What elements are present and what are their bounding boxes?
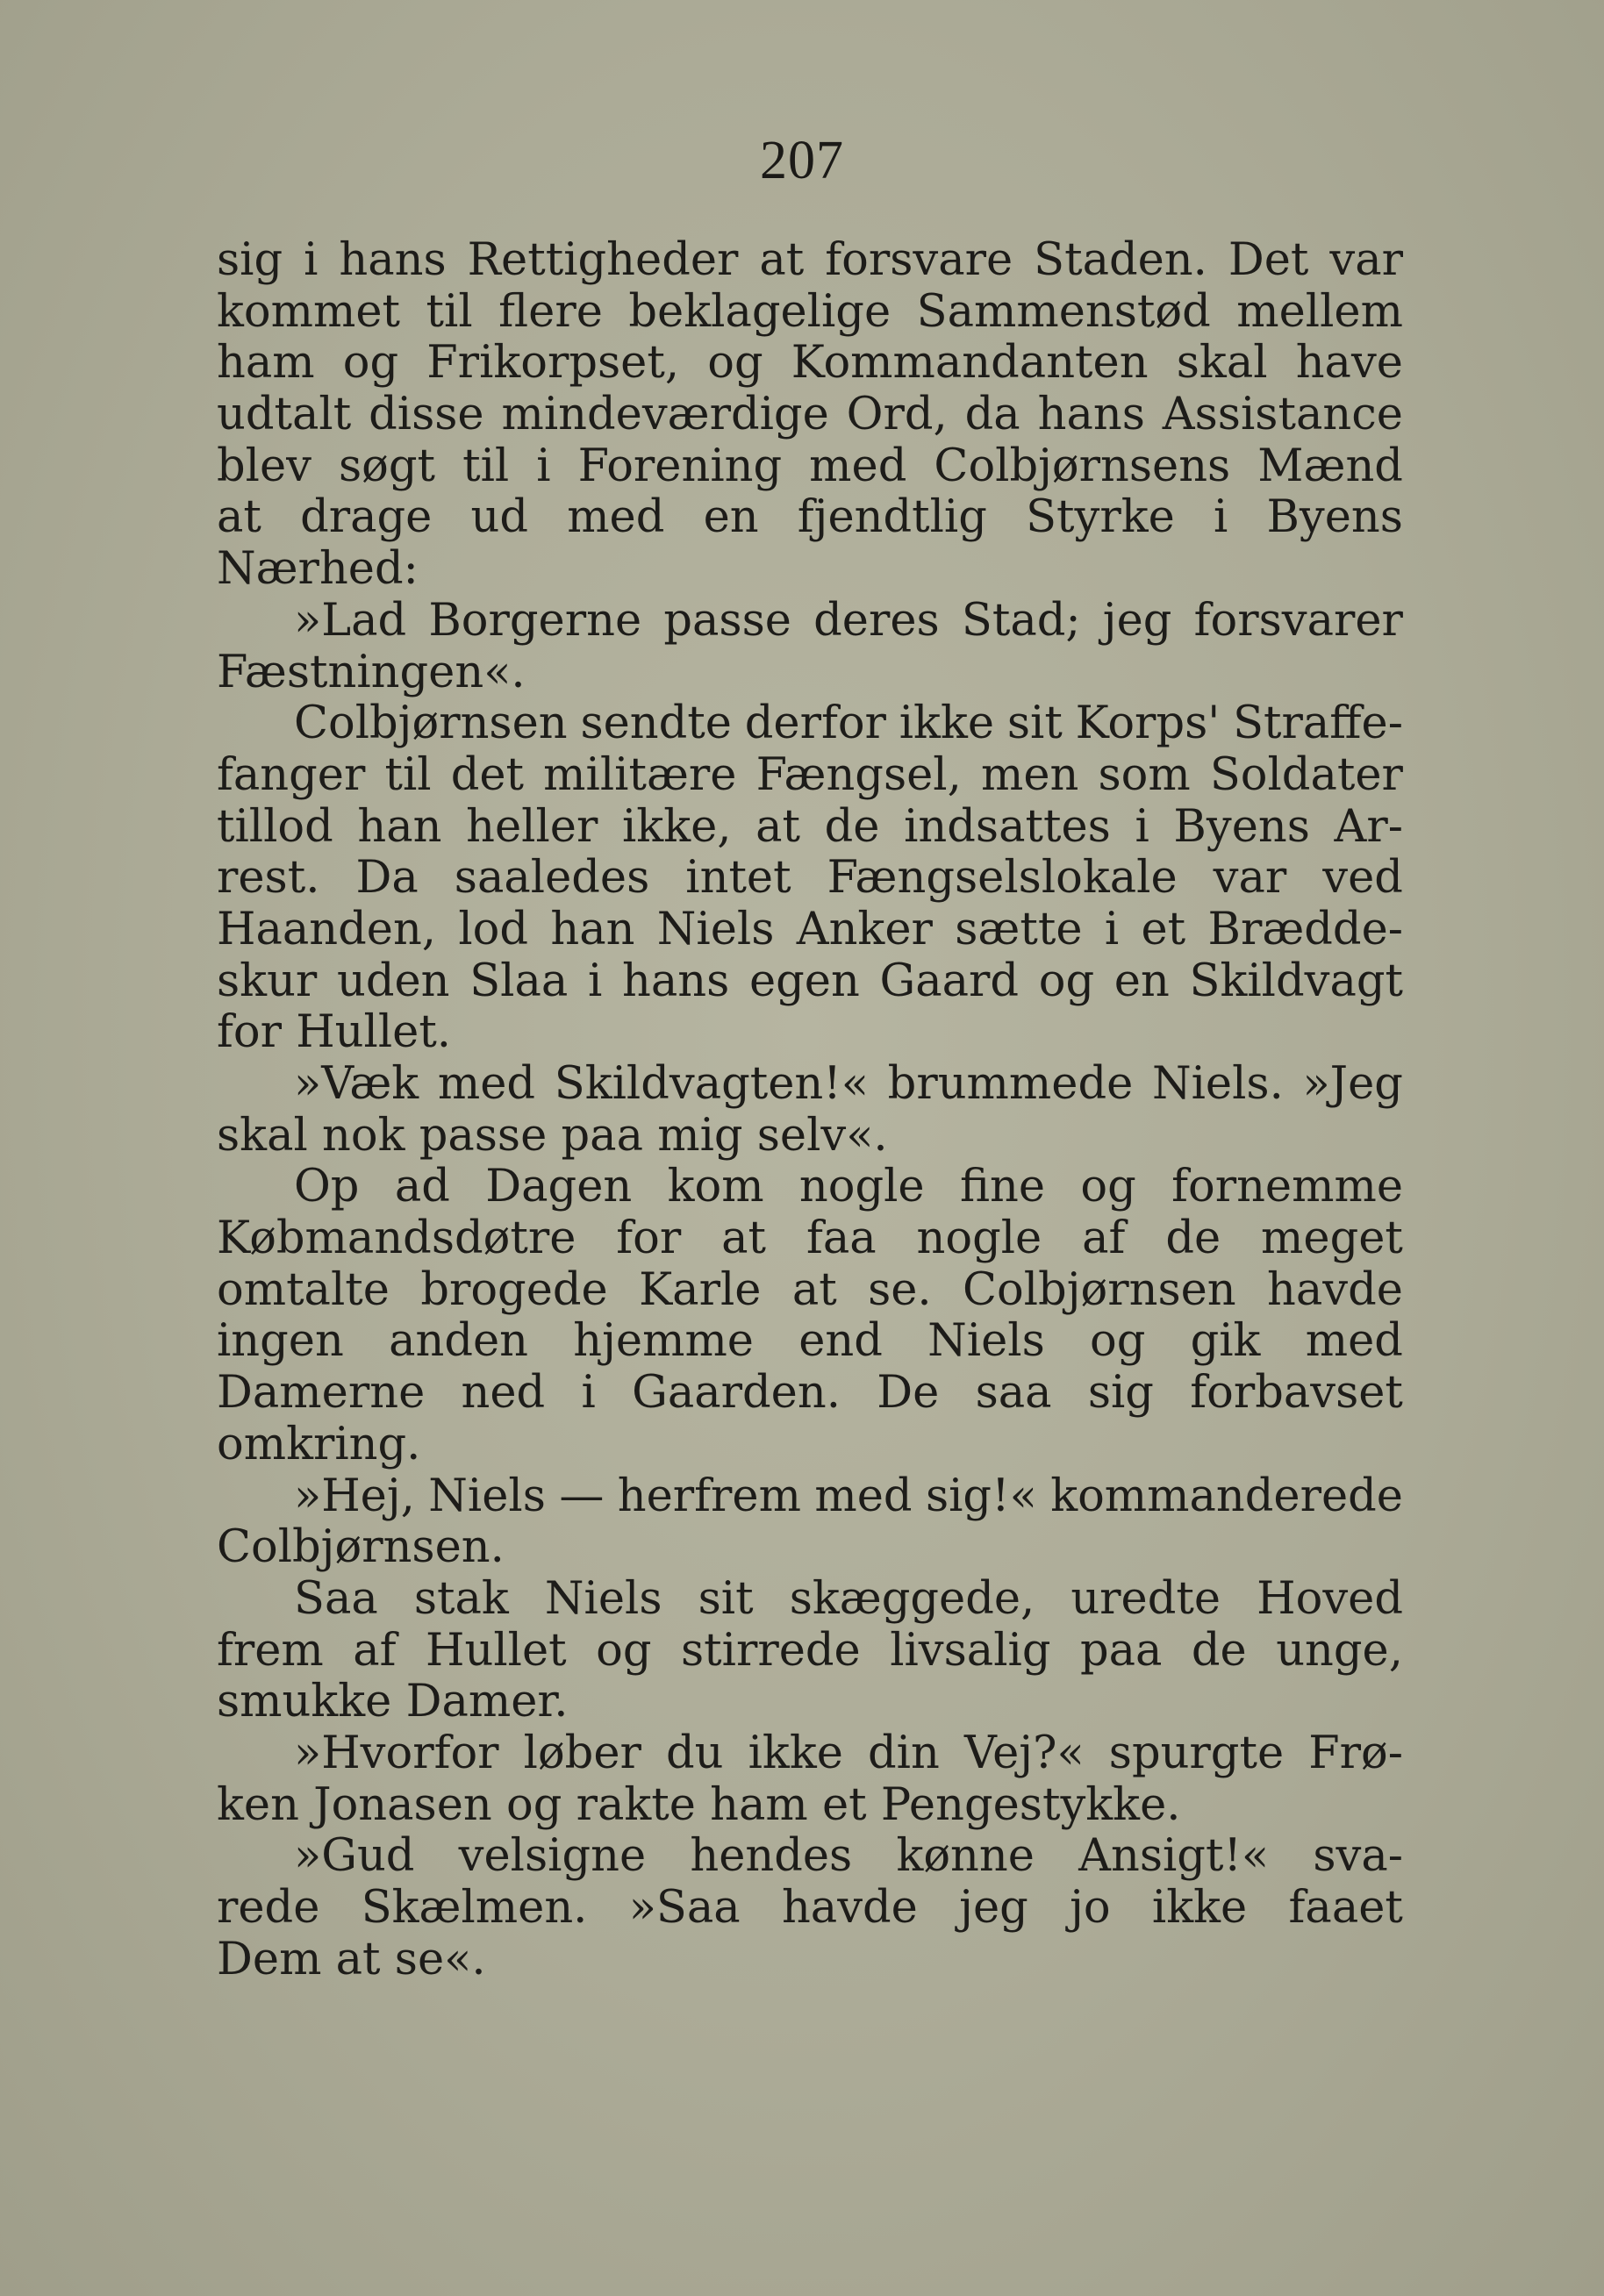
word: for	[217, 1006, 282, 1059]
word: at	[755, 800, 801, 853]
word: Hullet.	[296, 1006, 452, 1059]
word: mig	[657, 1109, 743, 1162]
word: og	[342, 337, 399, 390]
word: passe	[419, 1109, 548, 1162]
word: du	[666, 1727, 724, 1779]
word: ken	[217, 1778, 299, 1831]
word: »Gud	[294, 1830, 415, 1883]
word: ham	[217, 337, 315, 390]
word: de	[824, 800, 880, 853]
word: sva-	[1313, 1830, 1403, 1883]
word: Niels	[927, 1315, 1045, 1368]
word: Colbjørnsen	[294, 697, 568, 750]
text-line	[217, 235, 1403, 287]
word: til	[462, 440, 510, 492]
word: fanger	[217, 748, 366, 801]
word: Korps'	[1075, 697, 1221, 750]
word: heller	[466, 800, 598, 853]
word: løber	[523, 1727, 641, 1779]
word: faaet	[1288, 1882, 1403, 1934]
word: stirrede	[680, 1624, 861, 1677]
word: Kommandanten	[791, 337, 1149, 390]
word: i	[304, 234, 319, 286]
word: Hullet	[426, 1624, 567, 1677]
word: have	[1295, 337, 1403, 390]
text-line	[217, 441, 1403, 493]
word: forbavset	[1190, 1367, 1403, 1420]
word: Slaa	[469, 955, 569, 1007]
text-line	[217, 544, 1403, 596]
word: et	[1141, 903, 1186, 955]
word: Fæstningen«.	[217, 646, 526, 698]
word: Haanden,	[217, 903, 437, 955]
word: Skælmen.	[361, 1882, 588, 1934]
word: Da	[355, 852, 419, 905]
word: rest.	[217, 852, 320, 905]
word: sit	[1006, 697, 1063, 750]
word: et	[822, 1778, 867, 1831]
word: hans	[1037, 389, 1145, 441]
word: Købmandsdøtre	[217, 1212, 576, 1265]
word: af	[353, 1624, 397, 1677]
word: Frikorpset,	[426, 337, 680, 390]
word: mindeværdige	[501, 389, 829, 441]
word: Styrke	[1026, 491, 1175, 544]
word: skur	[217, 955, 318, 1007]
text-line	[217, 287, 1403, 339]
text-line	[217, 1368, 1403, 1420]
word: faa	[806, 1212, 877, 1265]
word: hans	[621, 955, 730, 1007]
word: og	[1038, 955, 1095, 1007]
word: »Væk	[294, 1058, 419, 1110]
text-line	[217, 1935, 1403, 1986]
word: paa	[1079, 1624, 1163, 1677]
word: sig!«	[925, 1470, 1037, 1522]
word: nogle	[798, 1161, 925, 1213]
text-line	[217, 596, 1403, 647]
word: det	[450, 748, 525, 801]
word: egen	[748, 955, 860, 1007]
word: med	[814, 1470, 913, 1522]
word: Soldater	[1209, 748, 1403, 801]
word: ikke	[899, 697, 995, 750]
word: og	[596, 1624, 652, 1677]
word: Gaard	[879, 955, 1020, 1007]
text-line	[217, 1111, 1403, 1162]
word: uredte	[1071, 1572, 1221, 1625]
word: flere	[498, 285, 603, 338]
word: Sammenstød	[916, 285, 1211, 338]
word: de	[1191, 1624, 1247, 1677]
word: Saa	[294, 1572, 378, 1625]
word: søgt	[339, 440, 436, 492]
word: —	[559, 1470, 605, 1522]
word: ham	[710, 1778, 808, 1831]
word: Ansigt!«	[1078, 1830, 1270, 1883]
word: sendte	[580, 697, 732, 750]
word: en	[703, 491, 759, 544]
word: Rettigheder	[467, 234, 739, 286]
text-line	[217, 750, 1403, 802]
word: Assistance	[1162, 389, 1403, 441]
word: da	[964, 389, 1020, 441]
word: ikke	[748, 1727, 843, 1779]
word: Forening	[577, 440, 783, 492]
text-line	[217, 1728, 1403, 1780]
word: beklagelige	[628, 285, 892, 338]
word: hendes	[690, 1830, 853, 1883]
word: deres	[813, 594, 940, 647]
word: med	[437, 1058, 536, 1110]
word: Colbjørnsen.	[217, 1521, 505, 1574]
word: nogle	[916, 1212, 1042, 1265]
word: kønne	[896, 1830, 1035, 1883]
word: kommanderede	[1050, 1470, 1403, 1522]
word: Niels	[428, 1470, 546, 1522]
word: indsattes	[904, 800, 1111, 853]
word: Jonasen	[313, 1778, 492, 1831]
text-line	[217, 956, 1403, 1008]
word: anden	[389, 1315, 529, 1368]
text-line	[217, 1316, 1403, 1368]
word: fine	[959, 1161, 1046, 1213]
word: forsvare	[825, 234, 1013, 286]
word: rede	[217, 1882, 320, 1934]
word: selv«.	[756, 1109, 888, 1162]
word: hjemme	[573, 1315, 754, 1368]
word: i	[587, 955, 603, 1007]
word: Mænd	[1257, 440, 1403, 492]
text-line	[217, 853, 1403, 905]
word: Skildvagten!«	[554, 1058, 869, 1110]
word: paa	[561, 1109, 643, 1162]
word: Gaarden.	[632, 1367, 841, 1420]
text-line	[217, 1831, 1403, 1883]
word: forsvarer	[1193, 594, 1403, 647]
word: sit	[698, 1572, 754, 1625]
word: sig	[1087, 1367, 1154, 1420]
word: ud	[470, 491, 529, 544]
word: at	[759, 234, 805, 286]
text-line	[217, 1471, 1403, 1523]
word: havde	[1267, 1263, 1403, 1316]
word: i	[1135, 800, 1149, 853]
word: »Saa	[628, 1882, 741, 1934]
text-line	[217, 338, 1403, 390]
word: Niels	[544, 1572, 662, 1625]
word: Colbjørnsens	[934, 440, 1231, 492]
text-line	[217, 1059, 1403, 1111]
word: Brædde-	[1207, 903, 1403, 955]
word: han	[550, 903, 635, 955]
word: sætte	[955, 903, 1083, 955]
word: Frø-	[1308, 1727, 1403, 1779]
word: omtalte	[217, 1263, 390, 1316]
word: Straffe-	[1233, 697, 1403, 750]
word: med	[1305, 1315, 1403, 1368]
text-line	[217, 1883, 1403, 1935]
word: nok	[322, 1109, 405, 1162]
word: »Hvorfor	[294, 1727, 499, 1779]
word: Hoved	[1257, 1572, 1403, 1625]
word: livsalig	[890, 1624, 1051, 1677]
word: sig	[217, 234, 283, 286]
word: var	[1329, 234, 1403, 286]
word: disse	[369, 389, 484, 441]
word: blev	[217, 440, 311, 492]
word: jo	[1070, 1882, 1111, 1934]
word: med	[809, 440, 907, 492]
word: drage	[300, 491, 433, 544]
text-line	[217, 647, 1403, 699]
word: ad	[394, 1161, 450, 1213]
word: Fængsel,	[755, 748, 962, 801]
word: saaledes	[454, 852, 650, 905]
body-text	[217, 235, 1403, 1985]
word: se«.	[394, 1933, 486, 1985]
text-line	[217, 905, 1403, 956]
text-line	[217, 390, 1403, 441]
text-line	[217, 802, 1403, 854]
word: Op	[294, 1161, 360, 1213]
word: Dem	[217, 1933, 322, 1985]
word: i	[1104, 903, 1120, 955]
word: havde	[781, 1882, 918, 1934]
text-line	[217, 1780, 1403, 1832]
word: Byens	[1173, 800, 1310, 853]
word: og	[1090, 1315, 1146, 1368]
word: smukke	[217, 1676, 392, 1728]
word: militære	[543, 748, 737, 801]
word: og	[707, 337, 763, 390]
word: velsigne	[458, 1830, 647, 1883]
word: spurgte	[1108, 1727, 1285, 1779]
word: i	[581, 1367, 596, 1420]
word: som	[1098, 748, 1191, 801]
word: derfor	[744, 697, 886, 750]
word: skal	[217, 1109, 308, 1162]
word: stak	[413, 1572, 509, 1625]
word: ikke	[1151, 1882, 1248, 1934]
word: din	[868, 1727, 940, 1779]
text-line	[217, 1574, 1403, 1626]
text-line	[217, 698, 1403, 750]
word: kom	[667, 1161, 764, 1213]
word: for	[616, 1212, 682, 1265]
word: Anker	[796, 903, 933, 955]
word: i	[1213, 491, 1228, 544]
word: Ord,	[846, 389, 948, 441]
text-line	[217, 1522, 1403, 1574]
word: omkring.	[217, 1418, 421, 1470]
word: og	[505, 1778, 562, 1831]
word: Staden.	[1034, 234, 1207, 286]
word: meget	[1261, 1212, 1403, 1265]
word: og	[1080, 1161, 1136, 1213]
word: jeg	[959, 1882, 1028, 1934]
word: Niels	[656, 903, 775, 955]
word: saa	[975, 1367, 1052, 1420]
word: med	[567, 491, 665, 544]
word: rakte	[576, 1778, 696, 1831]
word: »Hej,	[294, 1470, 415, 1522]
word: Damer.	[405, 1676, 569, 1728]
word: at	[791, 1263, 837, 1316]
word: Niels.	[1151, 1058, 1284, 1110]
word: brogede	[420, 1263, 608, 1316]
word: unge,	[1276, 1624, 1403, 1677]
word: til	[384, 748, 432, 801]
word: tillod	[217, 800, 333, 853]
word: gik	[1190, 1315, 1261, 1368]
word: af	[1082, 1212, 1126, 1265]
word: at	[721, 1212, 767, 1265]
word: til	[426, 285, 473, 338]
text-line	[217, 1007, 1403, 1059]
word: ved	[1322, 852, 1403, 905]
word: passe	[663, 594, 791, 647]
word: jeg	[1102, 594, 1172, 647]
word: skal	[1176, 337, 1268, 390]
word: Byens	[1266, 491, 1403, 544]
word: De	[877, 1367, 940, 1420]
word: frem	[217, 1624, 324, 1677]
word: Det	[1228, 234, 1309, 286]
word: Fængselslokale	[827, 852, 1178, 905]
word: skæggede,	[789, 1572, 1035, 1625]
word: at	[217, 491, 261, 544]
text-line	[217, 1162, 1403, 1213]
text-line	[217, 1626, 1403, 1677]
word: hans	[339, 234, 447, 286]
word: fjendtlig	[797, 491, 987, 544]
word: intet	[685, 852, 791, 905]
word: ikke,	[621, 800, 732, 853]
word: uden	[337, 955, 450, 1007]
word: Dagen	[485, 1161, 633, 1213]
word: Pengestykke.	[880, 1778, 1181, 1831]
word: Colbjørnsen	[963, 1263, 1236, 1316]
word: men	[980, 748, 1079, 801]
text-line	[217, 1265, 1403, 1317]
text-line	[217, 1213, 1403, 1265]
word: end	[798, 1315, 883, 1368]
word: Damerne	[217, 1367, 426, 1420]
word: Vej?«	[963, 1727, 1085, 1779]
text-line	[217, 492, 1403, 544]
word: var	[1213, 852, 1287, 905]
word: mellem	[1236, 285, 1403, 338]
word: Ar-	[1334, 800, 1403, 853]
word: de	[1165, 1212, 1221, 1265]
word: ingen	[217, 1315, 344, 1368]
word: en	[1113, 955, 1170, 1007]
word: »Lad	[294, 594, 407, 647]
word: kommet	[217, 285, 401, 338]
word: brummede	[887, 1058, 1134, 1110]
word: lod	[458, 903, 529, 955]
word: »Jeg	[1302, 1058, 1403, 1110]
word: fornemme	[1171, 1161, 1403, 1213]
word: udtalt	[217, 389, 352, 441]
page-number: 207	[760, 131, 844, 190]
word: at	[335, 1933, 381, 1985]
word: Skildvagt	[1189, 955, 1403, 1007]
word: Nærhed:	[217, 543, 419, 596]
word: Borgerne	[428, 594, 642, 647]
word: se.	[868, 1263, 932, 1316]
word: han	[357, 800, 442, 853]
word: Stad;	[961, 594, 1081, 647]
word: herfrem	[617, 1470, 801, 1522]
word: Karle	[639, 1263, 762, 1316]
word: i	[536, 440, 551, 492]
word: ned	[461, 1367, 546, 1420]
text-line	[217, 1677, 1403, 1728]
text-line	[217, 1420, 1403, 1471]
